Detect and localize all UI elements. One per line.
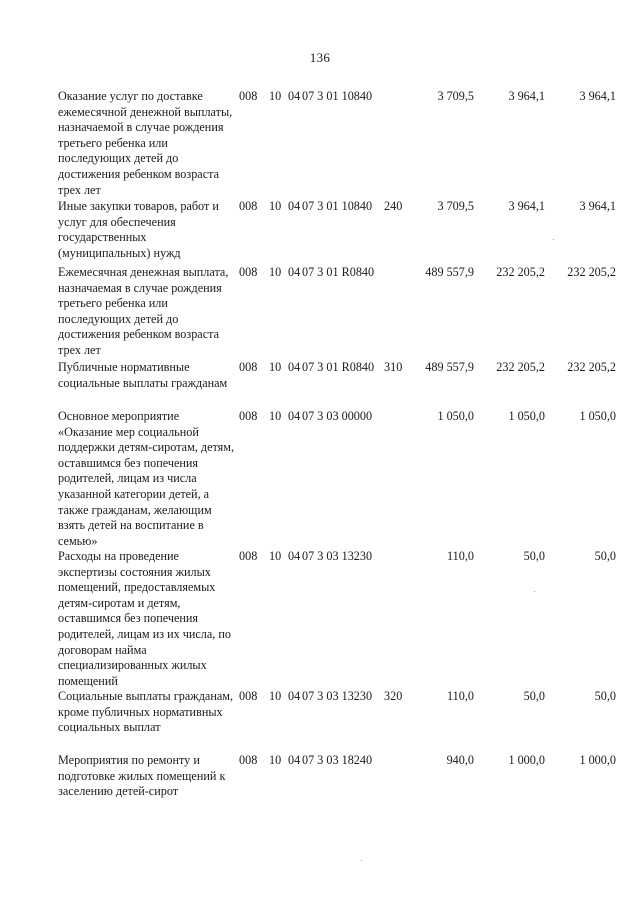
table-row [0, 689, 640, 753]
amount-year-2: 1 050,0 [508, 409, 545, 423]
row-description: Иные закупки товаров, работ и услуг для обеспечения государственных (муниципальных) нужд [58, 199, 219, 260]
section-code: 10 [269, 549, 282, 563]
admin-code: 008 [239, 360, 258, 374]
amount-year-1: 940,0 [446, 753, 474, 767]
target-article-code: 07 3 03 18240 [302, 753, 373, 767]
amount-year-1: 110,0 [447, 689, 474, 703]
admin-code: 008 [239, 689, 258, 703]
admin-code: 008 [239, 265, 258, 279]
table-row [0, 549, 640, 689]
subsection-code: 04 [288, 549, 301, 563]
amount-year-1: 489 557,9 [425, 265, 474, 279]
target-article-code: 07 3 01 10840 [302, 199, 373, 213]
subsection-code: 04 [288, 753, 301, 767]
amount-year-3: 232 205,2 [567, 360, 616, 374]
admin-code: 008 [239, 549, 258, 563]
row-description: Основное мероприятие «Оказание мер социальной поддержки детям-сиротам, детям, оставшимся без попечения родителей, лицам из числа указанной категории детей, а также гражданам, желающим взять детей на воспитание в семью» [58, 409, 235, 548]
page-number: 136 [309, 50, 331, 65]
subsection-code: 04 [288, 265, 301, 279]
amount-year-2: 3 964,1 [508, 89, 545, 103]
admin-code: 008 [239, 199, 258, 213]
table-row [0, 199, 640, 265]
amount-year-3: 3 964,1 [579, 199, 616, 213]
target-article-code: 07 3 01 R0840 [302, 360, 375, 374]
table-row [0, 265, 640, 360]
table-row [0, 753, 640, 803]
target-article-code: 07 3 01 10840 [302, 89, 373, 103]
amount-year-2: 50,0 [523, 689, 545, 703]
subsection-code: 04 [288, 360, 301, 374]
amount-year-2: 50,0 [523, 549, 545, 563]
subsection-code: 04 [288, 89, 301, 103]
section-code: 10 [269, 89, 282, 103]
row-description: Социальные выплаты гражданам, кроме публичных нормативных социальных выплат [58, 689, 234, 735]
amount-year-1: 1 050,0 [437, 409, 474, 423]
section-code: 10 [269, 199, 282, 213]
subsection-code: 04 [288, 199, 301, 213]
amount-year-3: 3 964,1 [579, 89, 616, 103]
amount-year-2: 3 964,1 [508, 199, 545, 213]
row-description: Ежемесячная денежная выплата, назначаемая в случае рождения третьего ребенка или последующих детей до достижения ребенком возраста трех лет [58, 265, 229, 357]
expense-type-code: 320 [384, 689, 403, 703]
subsection-code: 04 [288, 409, 301, 423]
expense-type-code: 240 [384, 199, 403, 213]
amount-year-1: 3 709,5 [437, 89, 474, 103]
row-description: Оказание услуг по доставке ежемесячной денежной выплаты, назначаемой в случае рождения третьего ребенка или последующих детей до достижения ребенком возраста трех лет [58, 89, 233, 197]
row-description: Расходы на проведение экспертизы состояния жилых помещений, предоставляемых детям-сиротам и детям, оставшимся без попечения родителей, лицам из их числа, по договорам найма специализированных жилых помещений [58, 549, 232, 688]
amount-year-1: 3 709,5 [437, 199, 474, 213]
table-row [0, 89, 640, 199]
scan-speck [361, 860, 362, 861]
row-description: Мероприятия по ремонту и подготовке жилых помещений к заселению детей-сирот [58, 753, 226, 799]
expense-type-code: 310 [384, 360, 403, 374]
amount-year-3: 1 000,0 [579, 753, 616, 767]
budget-table [0, 89, 640, 803]
amount-year-1: 110,0 [447, 549, 474, 563]
section-code: 10 [269, 689, 282, 703]
admin-code: 008 [239, 89, 258, 103]
admin-code: 008 [239, 409, 258, 423]
table-row [0, 409, 640, 549]
row-description: Публичные нормативные социальные выплаты гражданам [58, 360, 228, 390]
amount-year-3: 50,0 [594, 549, 616, 563]
target-article-code: 07 3 01 R0840 [302, 265, 375, 279]
section-code: 10 [269, 265, 282, 279]
admin-code: 008 [239, 753, 258, 767]
section-code: 10 [269, 360, 282, 374]
subsection-code: 04 [288, 689, 301, 703]
amount-year-3: 232 205,2 [567, 265, 616, 279]
amount-year-2: 1 000,0 [508, 753, 545, 767]
section-code: 10 [269, 753, 282, 767]
table-row [0, 360, 640, 409]
amount-year-2: 232 205,2 [496, 360, 545, 374]
amount-year-2: 232 205,2 [496, 265, 545, 279]
amount-year-3: 1 050,0 [579, 409, 616, 423]
target-article-code: 07 3 03 13230 [302, 549, 373, 563]
amount-year-1: 489 557,9 [425, 360, 474, 374]
section-code: 10 [269, 409, 282, 423]
target-article-code: 07 3 03 00000 [302, 409, 373, 423]
target-article-code: 07 3 03 13230 [302, 689, 373, 703]
amount-year-3: 50,0 [594, 689, 616, 703]
